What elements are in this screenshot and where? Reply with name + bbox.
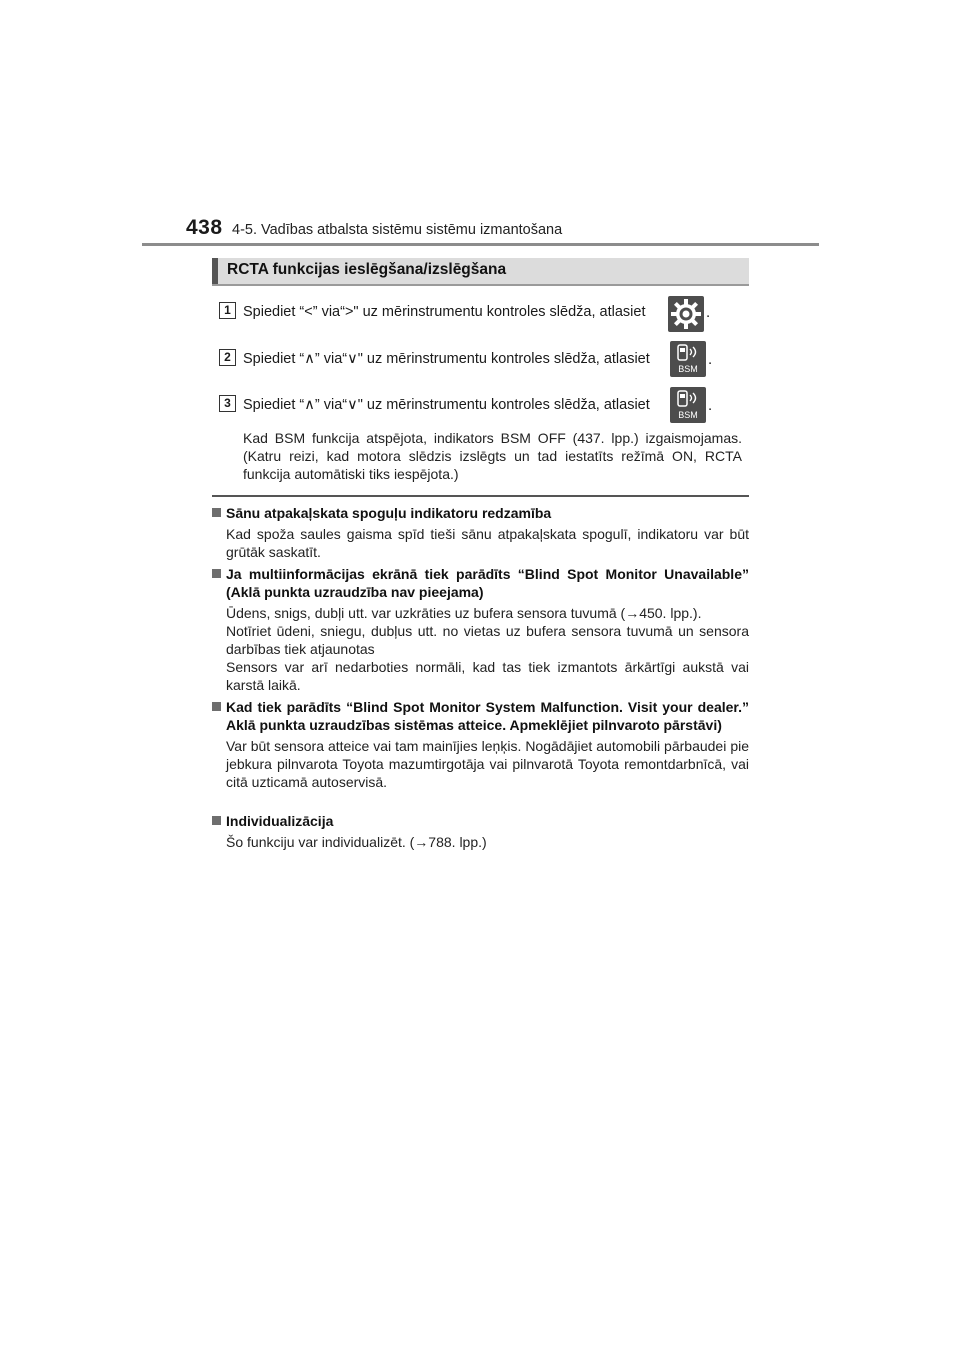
step-end-2: .: [708, 351, 713, 368]
info-item: [212, 565, 749, 694]
info-item-heading-text: Sānu atpakaļskata spoguļu indikatoru redzamība: [226, 505, 552, 521]
info-item-paragraph: Šo funkciju var individualizēt. (→788. lpp.): [226, 834, 487, 850]
header-divider: [142, 243, 819, 246]
step-text-1: Spiediet “<” via“>" uz mērinstrumentu kontroles slēdža, atlasiet: [243, 304, 646, 320]
step-end-3: .: [708, 397, 713, 414]
info-item-paragraph: Ūdens, snigs, dubļi utt. var uzkrāties uz bufera sensora tuvumā (→450. lpp.).: [226, 605, 702, 621]
step-end-1: .: [706, 304, 711, 321]
info-item-heading: [212, 565, 749, 601]
info-item-paragraph: Notīriet ūdeni, sniegu, dubļus utt. no vietas uz bufera sensora tuvumā un sensora darbības tiek atjaunotas: [226, 623, 749, 657]
section-title-bar: [212, 258, 749, 284]
info-item-paragraph: Sensors var arī nedarboties normāli, kad tas tiek izmantots ārkārtīgi aukstā vai karstā laikā.: [226, 659, 749, 693]
section-divider: [212, 495, 749, 497]
section-title: RCTA funkcijas ieslēgšana/izslēgšana: [227, 261, 507, 278]
step-text-2: Spiediet “∧” via“∨" uz mērinstrumentu kontroles slēdža, atlasiet: [243, 351, 650, 367]
info-item-heading-text: Ja multiinformācijas ekrānā tiek parādīts “Blind Spot Monitor Unavailable” (Aklā punkta uzraudzība nav pieejama): [226, 566, 749, 600]
info-item-heading: [212, 812, 749, 830]
info-item-heading: [212, 504, 749, 522]
bsm-icon-label: BSM: [678, 410, 698, 420]
bsm-icon: [670, 387, 706, 423]
section-underline: [212, 284, 749, 286]
square-bullet-icon: [212, 508, 221, 517]
info-item-body: [212, 525, 749, 561]
chapter-title: 4-5. Vadības atbalsta sistēmu sistēmu izmantošana: [232, 222, 563, 238]
info-item: [212, 812, 749, 851]
info-item-paragraph: Kad spoža saules gaisma spīd tieši sānu atpakaļskata spogulī, indikatoru var būt grūtāk saskatīt.: [226, 526, 749, 560]
square-bullet-icon: [212, 569, 221, 578]
square-bullet-icon: [212, 702, 221, 711]
info-item-heading-text: Individualizācija: [226, 813, 334, 829]
info-item-body: [212, 833, 749, 851]
step-number-2: 2: [219, 349, 236, 366]
bsm-icon-label: BSM: [678, 364, 698, 374]
square-bullet-icon: [212, 816, 221, 825]
gear-settings-icon: [668, 296, 704, 332]
info-item: [212, 504, 749, 561]
step-text-3: Spiediet “∧” via“∨" uz mērinstrumentu kontroles slēdža, atlasiet: [243, 397, 650, 413]
info-item: [212, 698, 749, 791]
page-number: 438: [186, 216, 223, 239]
info-item-heading: [212, 698, 749, 734]
step-number-3: 3: [219, 395, 236, 412]
info-item-paragraph: Var būt sensora atteice vai tam mainījies leņķis. Nogādājiet automobili pārbaudei pie jebkura pilnvarota Toyota mazumtirgotāja vai pilnvarotā Toyota remontdarbnīcā, vai citā uzticamā autoservisā.: [226, 738, 749, 790]
info-item-body: [212, 604, 749, 694]
info-item-body: [212, 737, 749, 791]
bsm-icon: [670, 341, 706, 377]
step-note: Kad BSM funkcija atspējota, indikators BSM OFF (437. lpp.) izgaismojamas. (Katru reizi, kad motora slēdzis izslēgts un tad iestatīts režīmā ON, RCTA funkcija automātiski tiks iespējota.): [243, 430, 742, 482]
step-number-1: 1: [219, 302, 236, 319]
info-item-heading-text: Kad tiek parādīts “Blind Spot Monitor System Malfunction. Visit your dealer.” Aklā punkta uzraudzības sistēmas atteice. Apmeklējiet pilnvaroto pārstāvi): [226, 699, 749, 733]
